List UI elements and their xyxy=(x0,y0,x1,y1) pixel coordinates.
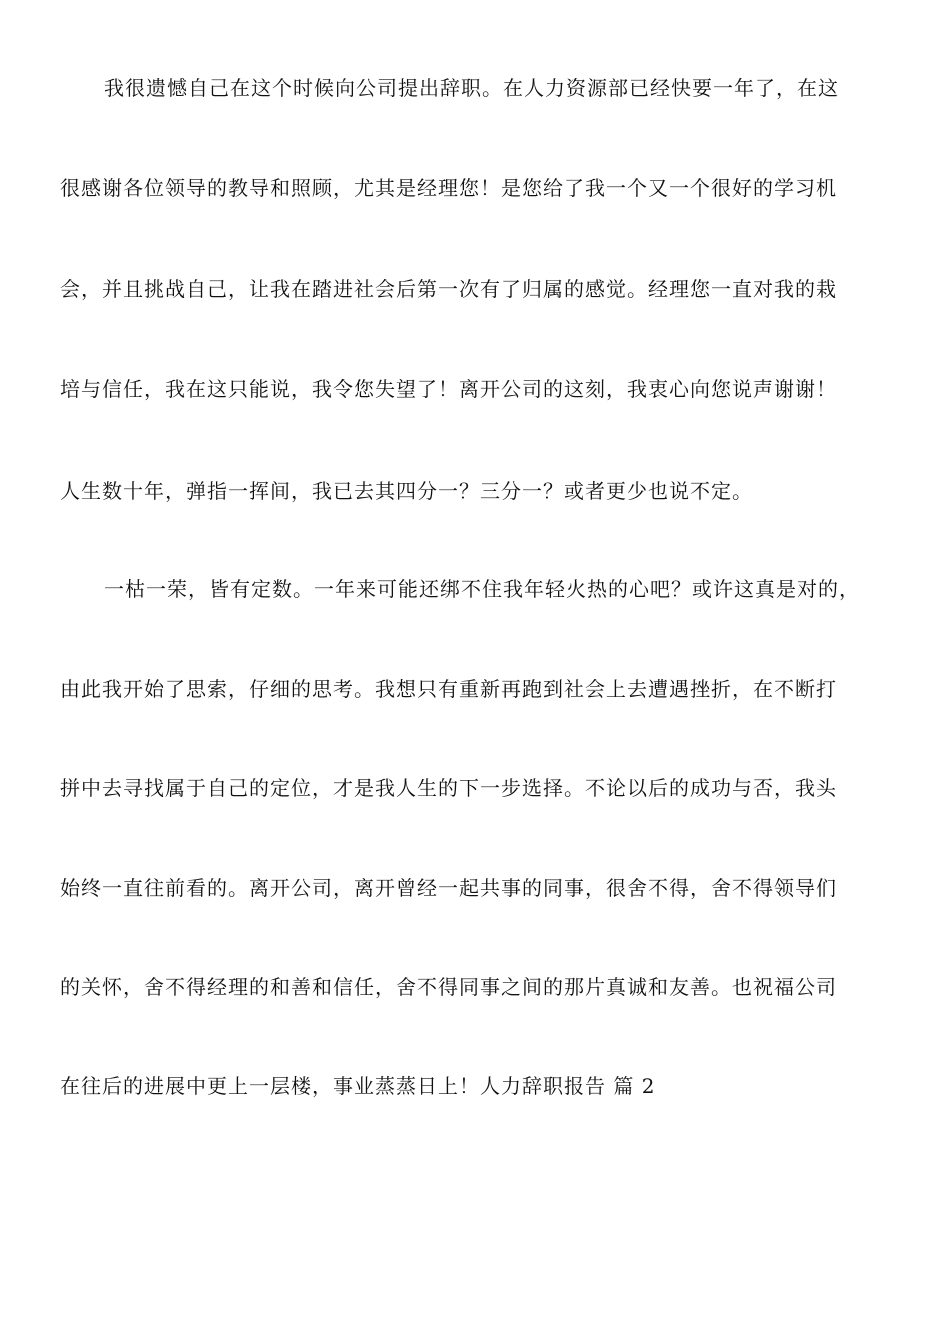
paragraph-1-line-4: 培与信任，我在这只能说，我令您失望了！离开公司的这刻，我衷心向您说声谢谢！ xyxy=(60,377,837,401)
paragraph-2-line-5: 的关怀，舍不得经理的和善和信任，舍不得同事之间的那片真诚和友善。也祝福公司 xyxy=(60,975,837,999)
paragraph-2-line-2: 由此我开始了思索，仔细的思考。我想只有重新再跑到社会上去遭遇挫折，在不断打 xyxy=(60,677,837,701)
paragraph-2-line-1: 一枯一荣，皆有定数。一年来可能还绑不住我年轻火热的心吧？或许这真是对的， xyxy=(104,577,860,601)
paragraph-2-line-6: 在往后的进展中更上一层楼，事业蒸蒸日上！人力辞职报告 篇 2 xyxy=(60,1074,656,1098)
paragraph-1-line-2: 很感谢各位领导的教导和照顾，尤其是经理您！是您给了我一个又一个很好的学习机 xyxy=(60,176,837,200)
paragraph-1-line-3: 会，并且挑战自己，让我在踏进社会后第一次有了归属的感觉。经理您一直对我的栽 xyxy=(60,277,837,301)
paragraph-1-line-5: 人生数十年，弹指一挥间，我已去其四分一？三分一？或者更少也说不定。 xyxy=(60,479,753,503)
paragraph-2-line-4: 始终一直往前看的。离开公司，离开曾经一起共事的同事，很舍不得，舍不得领导们 xyxy=(60,876,837,900)
paragraph-1-line-1: 我很遗憾自己在这个时候向公司提出辞职。在人力资源部已经快要一年了，在这 xyxy=(104,76,839,100)
paragraph-2-line-3: 拼中去寻找属于自己的定位，才是我人生的下一步选择。不论以后的成功与否，我头 xyxy=(60,776,837,800)
